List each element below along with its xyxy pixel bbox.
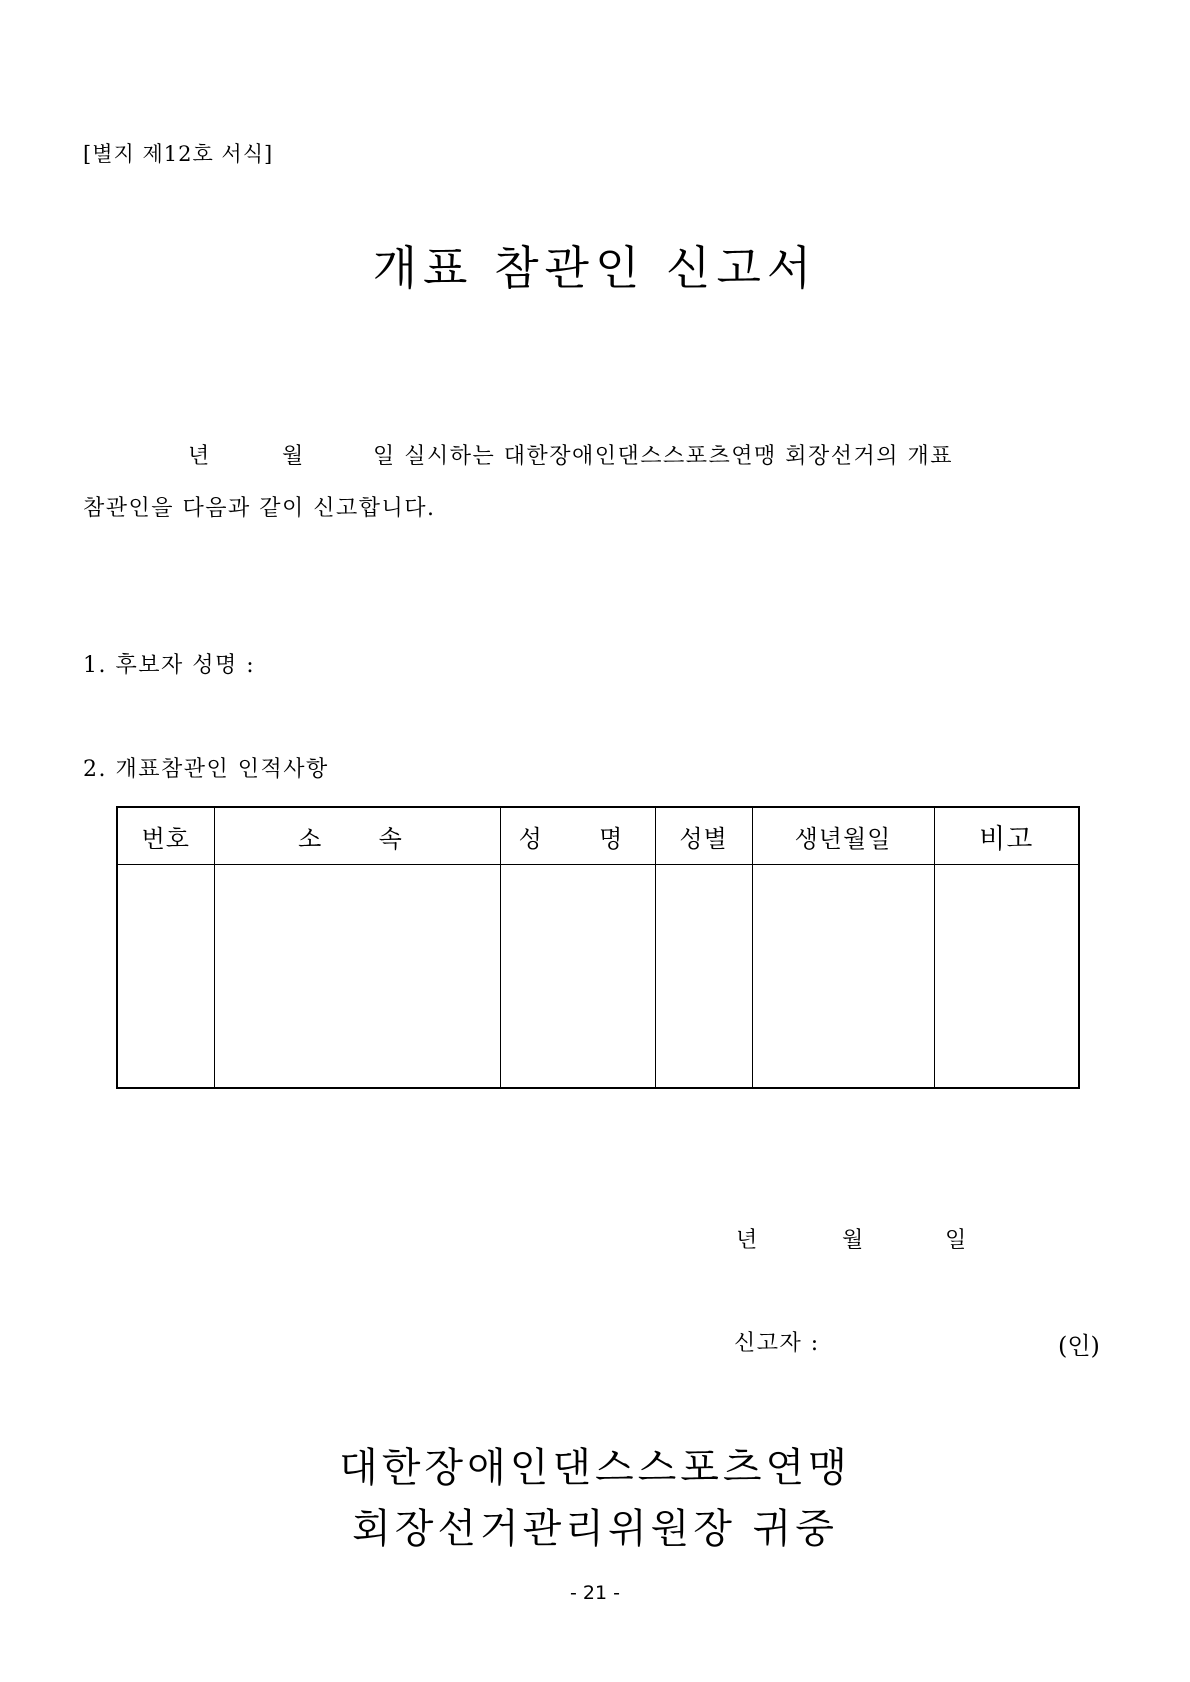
cell-birthdate[interactable] bbox=[752, 865, 934, 1089]
intro-sentence-line2: 참관인을 다음과 같이 신고합니다. bbox=[83, 496, 436, 521]
observer-table bbox=[116, 806, 1080, 1089]
column-header-remarks: 비고 bbox=[934, 807, 1079, 865]
date-month-label: 월 bbox=[842, 1228, 865, 1253]
form-number-tag: [별지 제12호 서식] bbox=[83, 142, 274, 166]
cell-affiliation[interactable] bbox=[214, 865, 500, 1089]
cell-gender[interactable] bbox=[655, 865, 752, 1089]
cell-name[interactable] bbox=[500, 865, 655, 1089]
column-header-gender: 성별 bbox=[655, 807, 752, 865]
cell-number[interactable] bbox=[117, 865, 214, 1089]
seal-mark: (인) bbox=[1058, 1332, 1100, 1360]
date-year-label: 년 bbox=[736, 1228, 759, 1253]
table-row bbox=[117, 865, 1079, 1089]
document-title: 개표 참관인 신고서 bbox=[372, 241, 818, 295]
cell-remarks[interactable] bbox=[934, 865, 1079, 1089]
table-header-row bbox=[117, 807, 1079, 865]
intro-year-label: 년 bbox=[188, 444, 211, 469]
column-header-birthdate: 생년월일 bbox=[752, 807, 934, 865]
recipient-organization: 대한장애인댄스스포츠연맹 bbox=[339, 1445, 851, 1491]
reporter-label: 신고자 : bbox=[734, 1331, 820, 1356]
intro-month-label: 월 bbox=[282, 444, 305, 469]
date-day-label: 일 bbox=[945, 1228, 968, 1253]
column-header-number: 번호 bbox=[117, 807, 214, 865]
column-header-name: 성 명 bbox=[500, 807, 655, 865]
observer-details-item: 2. 개표참관인 인적사항 bbox=[83, 757, 329, 782]
recipient-committee: 회장선거관리위원장 귀중 bbox=[352, 1506, 838, 1552]
column-header-affiliation: 소 속 bbox=[214, 807, 500, 865]
page-number: - 21 - bbox=[570, 1582, 620, 1604]
candidate-name-item: 1. 후보자 성명 : bbox=[83, 653, 256, 678]
intro-sentence-line1: 일 실시하는 대한장애인댄스스포츠연맹 회장선거의 개표 bbox=[373, 444, 954, 469]
